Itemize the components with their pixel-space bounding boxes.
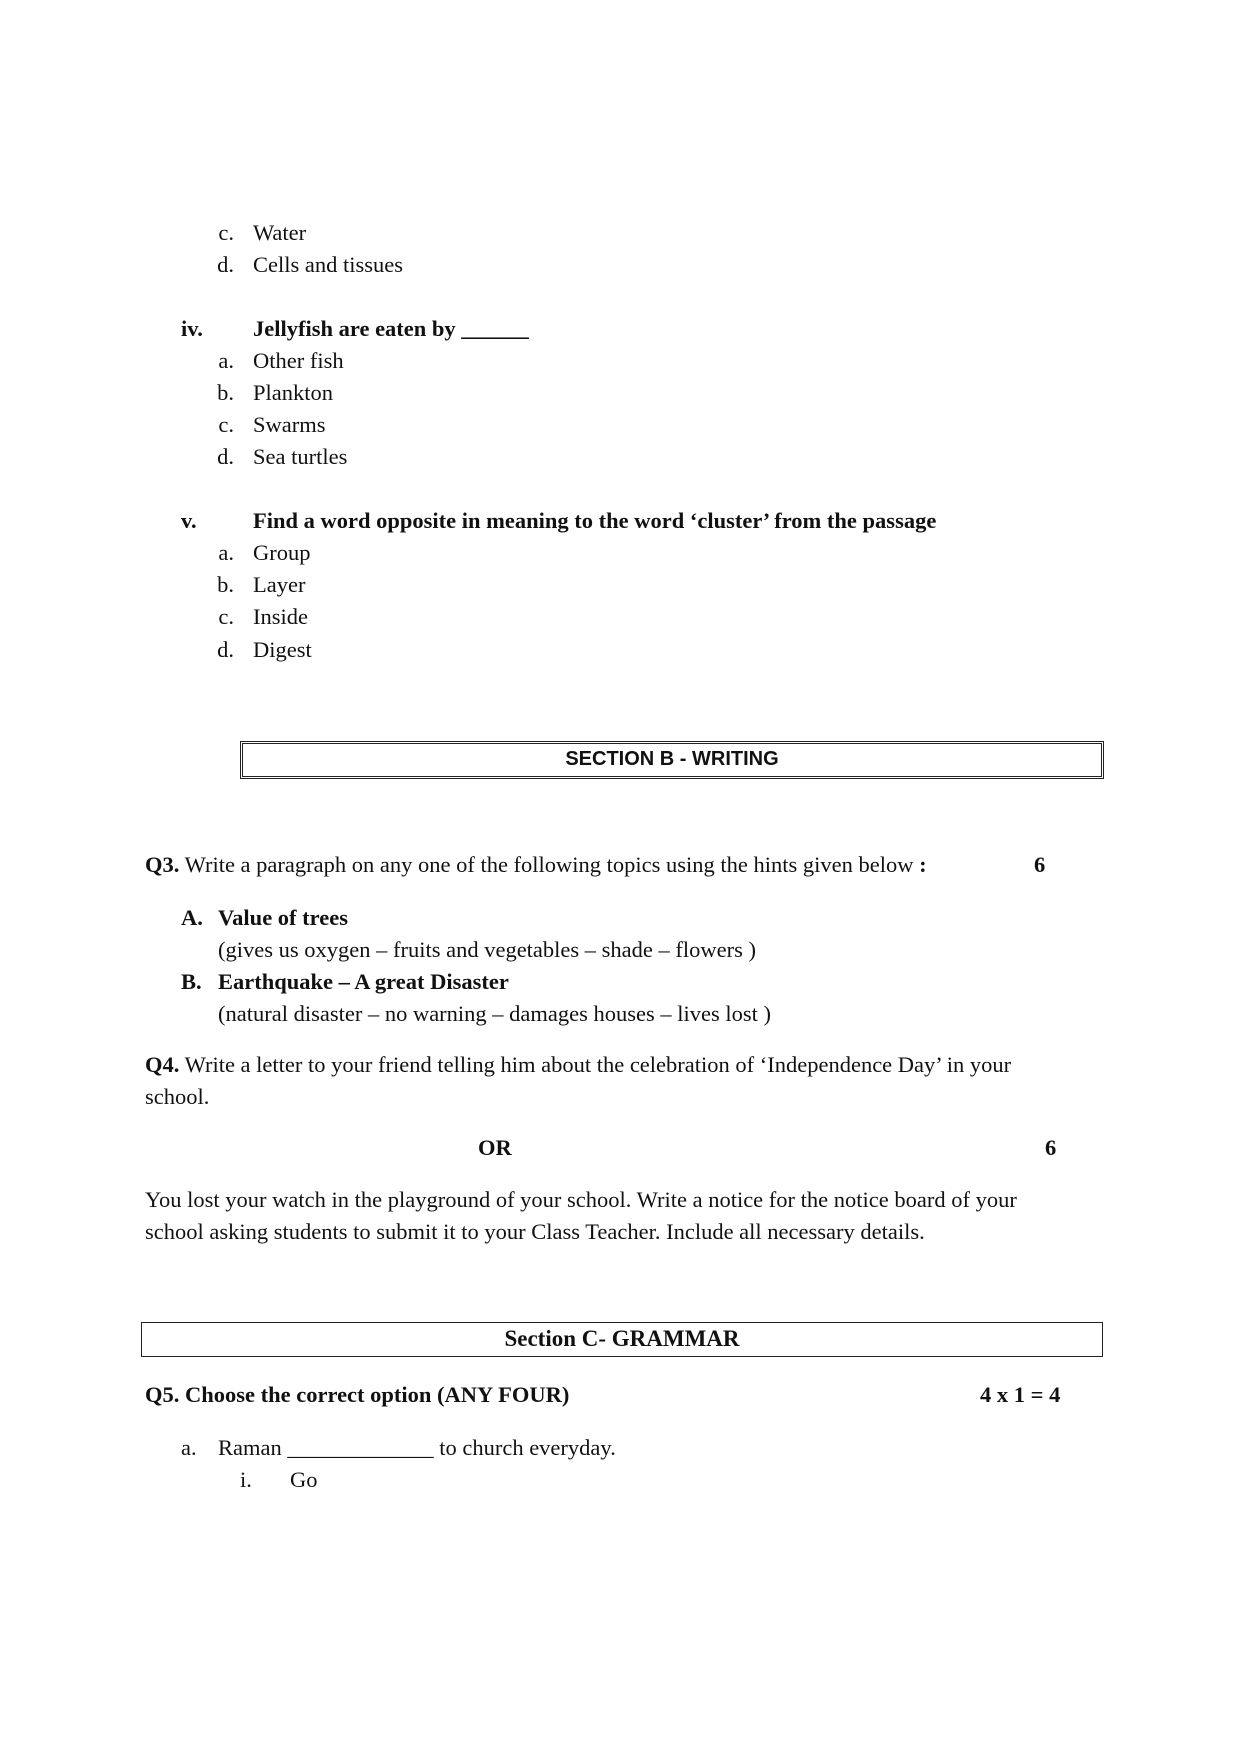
- topic-hints: (gives us oxygen – fruits and vegetables – shade – flowers ): [218, 937, 756, 962]
- alternative-line-2: school asking students to submit it to your Class Teacher. Include all necessary details.: [145, 1219, 925, 1244]
- topic-title: Earthquake – A great Disaster: [218, 969, 509, 994]
- section-c-header: Section C- GRAMMAR: [141, 1322, 1103, 1357]
- option-text: Sea turtles: [253, 444, 348, 469]
- option-letter: a.: [218, 348, 234, 373]
- option-letter: c.: [218, 220, 234, 245]
- sub-option-text: Go: [290, 1467, 318, 1492]
- option-letter: d.: [217, 637, 234, 662]
- sub-option-letter: i.: [240, 1467, 252, 1492]
- option-letter: b.: [217, 380, 234, 405]
- question-text: Jellyfish are eaten by ______: [253, 316, 529, 341]
- option-text: Group: [253, 540, 311, 565]
- option-letter: a.: [218, 540, 234, 565]
- option-letter: b.: [217, 572, 234, 597]
- option-text: Cells and tissues: [253, 252, 403, 277]
- question-label: Q3.: [145, 852, 180, 877]
- topic-letter: A.: [181, 905, 203, 930]
- option-text: Water: [253, 220, 307, 245]
- option-letter: d.: [217, 252, 234, 277]
- question-text: Write a paragraph on any one of the following topics using the hints given below: [184, 852, 914, 877]
- question-text: Write a letter to your friend telling him about the celebration of ‘Independence Day’ in your: [184, 1052, 1012, 1077]
- question-marks: 4 x 1 = 4: [980, 1382, 1061, 1407]
- item-text: Raman _____________ to church everyday.: [218, 1435, 616, 1460]
- question-text: Find a word opposite in meaning to the word ‘cluster’ from the passage: [253, 508, 937, 533]
- option-text: Inside: [253, 604, 308, 629]
- question-text: Choose the correct option (ANY FOUR): [185, 1382, 570, 1407]
- question-3-line: [145, 851, 927, 878]
- question-marks: 6: [1045, 1135, 1057, 1160]
- question-number: v.: [181, 508, 197, 533]
- question-5-line: [145, 1381, 569, 1408]
- question-label: Q4.: [145, 1052, 180, 1077]
- or-separator: OR: [478, 1135, 512, 1160]
- option-text: Digest: [253, 637, 312, 662]
- topic-title: Value of trees: [218, 905, 348, 930]
- question-colon: :: [919, 852, 927, 877]
- question-marks: 6: [1034, 852, 1046, 877]
- option-letter: d.: [217, 444, 234, 469]
- option-text: Plankton: [253, 380, 334, 405]
- section-b-header: SECTION B - WRITING: [240, 741, 1104, 779]
- alternative-line-1: You lost your watch in the playground of your school. Write a notice for the notice board of your: [145, 1187, 1017, 1212]
- option-text: Swarms: [253, 412, 326, 437]
- topic-letter: B.: [181, 969, 202, 994]
- question-number: iv.: [181, 316, 203, 341]
- item-letter: a.: [181, 1435, 197, 1460]
- option-text: Other fish: [253, 348, 344, 373]
- option-text: Layer: [253, 572, 306, 597]
- option-letter: c.: [218, 604, 234, 629]
- topic-hints: (natural disaster – no warning – damages houses – lives lost ): [218, 1001, 772, 1026]
- question-4-line-2: school.: [145, 1084, 210, 1109]
- question-label: Q5.: [145, 1382, 180, 1407]
- option-letter: c.: [218, 412, 234, 437]
- question-4-line-1: [145, 1051, 1011, 1078]
